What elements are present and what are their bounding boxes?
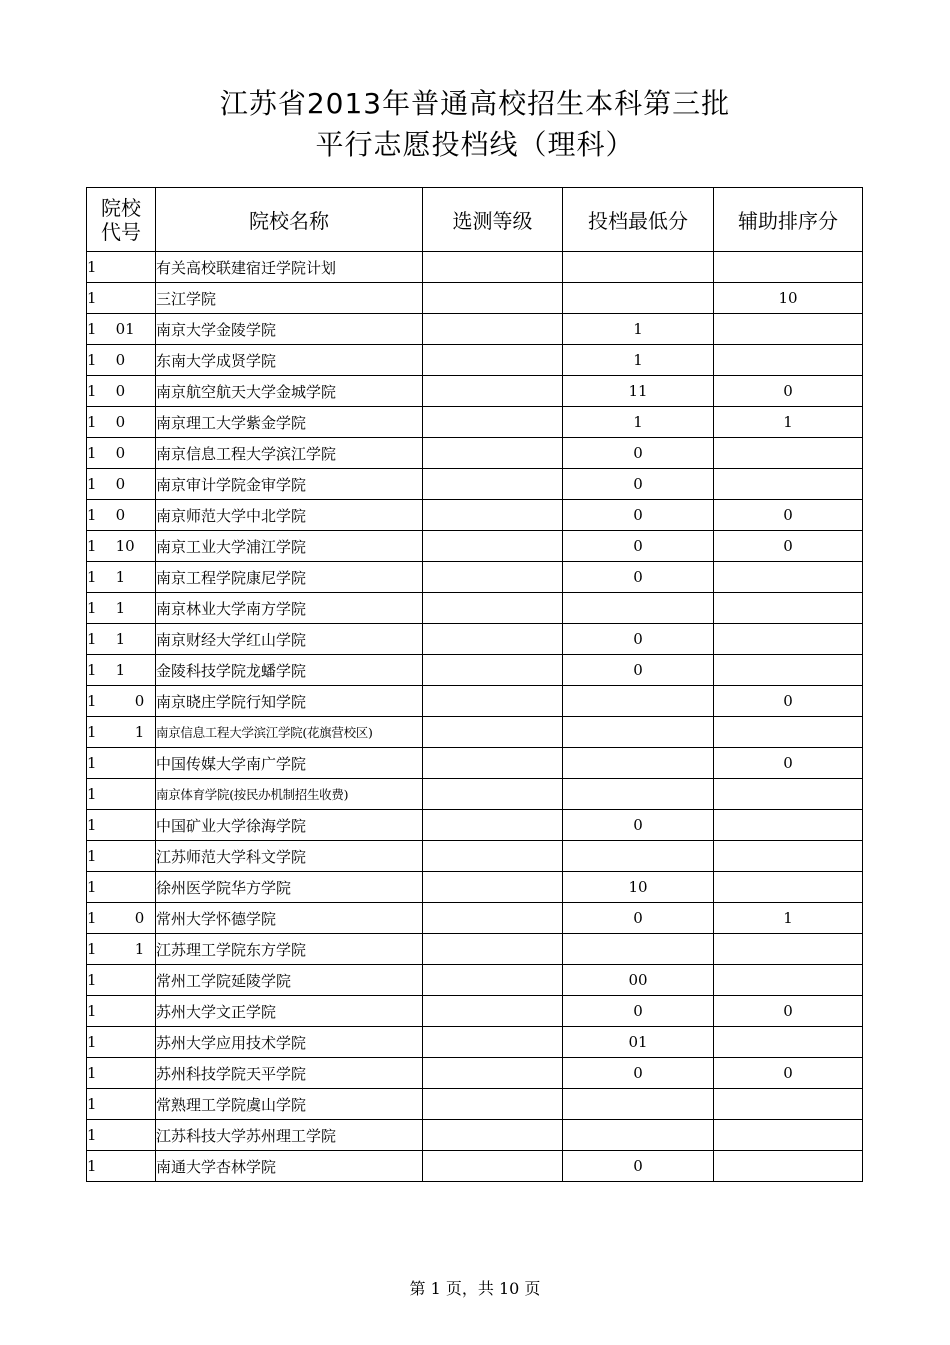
cell-test-level bbox=[423, 1120, 563, 1151]
cell-school-code: 1 bbox=[87, 779, 156, 810]
cell-test-level bbox=[423, 500, 563, 531]
cell-test-level bbox=[423, 655, 563, 686]
cell-school-name: 南京林业大学南方学院 bbox=[156, 593, 423, 624]
cell-aux-score bbox=[714, 841, 863, 872]
table-row bbox=[87, 1058, 863, 1089]
cell-school-code: 1 bbox=[87, 841, 156, 872]
cell-test-level bbox=[423, 438, 563, 469]
table-row bbox=[87, 1089, 863, 1120]
table-row bbox=[87, 903, 863, 934]
cell-test-level bbox=[423, 562, 563, 593]
cell-school-code: 1 0 bbox=[87, 500, 156, 531]
cell-school-code: 1 bbox=[87, 1120, 156, 1151]
table-row bbox=[87, 531, 863, 562]
cell-min-score: 0 bbox=[563, 655, 714, 686]
cell-min-score: 0 bbox=[563, 996, 714, 1027]
cell-school-name: 南京大学金陵学院 bbox=[156, 314, 423, 345]
cell-school-name: 南京师范大学中北学院 bbox=[156, 500, 423, 531]
cell-school-name: 南京财经大学红山学院 bbox=[156, 624, 423, 655]
table-row bbox=[87, 810, 863, 841]
cell-test-level bbox=[423, 531, 563, 562]
cell-min-score: 0 bbox=[563, 438, 714, 469]
cell-aux-score bbox=[714, 345, 863, 376]
cell-aux-score bbox=[714, 252, 863, 283]
cell-school-code: 1 0 bbox=[87, 903, 156, 934]
cell-aux-score bbox=[714, 872, 863, 903]
cell-test-level bbox=[423, 872, 563, 903]
header-aux-score: 辅助排序分 bbox=[714, 188, 863, 252]
cell-aux-score bbox=[714, 934, 863, 965]
cell-school-name: 苏州大学应用技术学院 bbox=[156, 1027, 423, 1058]
cell-min-score: 0 bbox=[563, 1058, 714, 1089]
cell-min-score: 1 bbox=[563, 345, 714, 376]
cell-school-code: 1 01 bbox=[87, 314, 156, 345]
cell-min-score: 0 bbox=[563, 469, 714, 500]
cell-aux-score bbox=[714, 314, 863, 345]
cell-school-code: 1 bbox=[87, 283, 156, 314]
cell-test-level bbox=[423, 903, 563, 934]
cell-aux-score: 1 bbox=[714, 407, 863, 438]
cell-test-level bbox=[423, 345, 563, 376]
cell-school-code: 1 bbox=[87, 1058, 156, 1089]
cell-school-code: 1 1 bbox=[87, 655, 156, 686]
cell-school-code: 1 1 bbox=[87, 934, 156, 965]
cell-school-name: 苏州科技学院天平学院 bbox=[156, 1058, 423, 1089]
table-row bbox=[87, 655, 863, 686]
header-school-name: 院校名称 bbox=[156, 188, 423, 252]
cell-school-code: 1 0 bbox=[87, 345, 156, 376]
cell-aux-score: 0 bbox=[714, 1058, 863, 1089]
cell-test-level bbox=[423, 841, 563, 872]
cell-school-code: 1 bbox=[87, 1089, 156, 1120]
cell-test-level bbox=[423, 283, 563, 314]
cell-school-code: 1 1 bbox=[87, 717, 156, 748]
cell-min-score: 0 bbox=[563, 531, 714, 562]
page-subtitle: 平行志愿投档线（理科） bbox=[315, 128, 635, 161]
cell-min-score bbox=[563, 593, 714, 624]
cell-school-name: 南通大学杏林学院 bbox=[156, 1151, 423, 1182]
cell-min-score: 01 bbox=[563, 1027, 714, 1058]
cell-min-score bbox=[563, 841, 714, 872]
table-row bbox=[87, 252, 863, 283]
cell-aux-score bbox=[714, 1120, 863, 1151]
cell-min-score bbox=[563, 1120, 714, 1151]
cell-school-code: 1 0 bbox=[87, 686, 156, 717]
cell-school-name: 金陵科技学院龙蟠学院 bbox=[156, 655, 423, 686]
table-row bbox=[87, 469, 863, 500]
cell-aux-score: 0 bbox=[714, 500, 863, 531]
cell-aux-score bbox=[714, 655, 863, 686]
table-row bbox=[87, 438, 863, 469]
cell-aux-score: 0 bbox=[714, 748, 863, 779]
cell-aux-score bbox=[714, 562, 863, 593]
cell-min-score: 0 bbox=[563, 562, 714, 593]
cell-school-name: 南京信息工程大学滨江学院 bbox=[156, 438, 423, 469]
cell-school-name: 江苏科技大学苏州理工学院 bbox=[156, 1120, 423, 1151]
cell-school-code: 1 0 bbox=[87, 469, 156, 500]
cell-school-name: 苏州大学文正学院 bbox=[156, 996, 423, 1027]
cell-aux-score: 0 bbox=[714, 686, 863, 717]
cell-school-code: 1 bbox=[87, 810, 156, 841]
cell-school-code: 1 bbox=[87, 748, 156, 779]
cell-school-name: 常州工学院延陵学院 bbox=[156, 965, 423, 996]
cell-min-score: 0 bbox=[563, 810, 714, 841]
cell-school-code: 1 1 bbox=[87, 593, 156, 624]
header-min-score: 投档最低分 bbox=[563, 188, 714, 252]
cell-test-level bbox=[423, 593, 563, 624]
cell-min-score: 0 bbox=[563, 903, 714, 934]
cell-test-level bbox=[423, 1089, 563, 1120]
cell-aux-score bbox=[714, 624, 863, 655]
cell-aux-score bbox=[714, 1027, 863, 1058]
table-row bbox=[87, 1120, 863, 1151]
table-row bbox=[87, 841, 863, 872]
header-school-code: 院校 代号 bbox=[87, 188, 156, 252]
cell-school-code: 1 bbox=[87, 252, 156, 283]
cell-test-level bbox=[423, 376, 563, 407]
table-header-row bbox=[87, 188, 863, 252]
cell-aux-score bbox=[714, 717, 863, 748]
cell-school-name: 南京理工大学紫金学院 bbox=[156, 407, 423, 438]
cell-school-name: 江苏理工学院东方学院 bbox=[156, 934, 423, 965]
cell-school-name: 南京审计学院金审学院 bbox=[156, 469, 423, 500]
cell-test-level bbox=[423, 810, 563, 841]
table-row bbox=[87, 345, 863, 376]
cell-school-name: 南京体育学院(按民办机制招生收费) bbox=[156, 779, 423, 810]
page-title: 江苏省2013年普通高校招生本科第三批 bbox=[219, 87, 731, 120]
table-row bbox=[87, 1027, 863, 1058]
cell-min-score: 1 bbox=[563, 314, 714, 345]
cell-min-score: 11 bbox=[563, 376, 714, 407]
table-row bbox=[87, 934, 863, 965]
cell-test-level bbox=[423, 252, 563, 283]
cell-min-score: 0 bbox=[563, 500, 714, 531]
cell-test-level bbox=[423, 748, 563, 779]
cell-min-score bbox=[563, 1089, 714, 1120]
cell-test-level bbox=[423, 779, 563, 810]
cell-min-score: 1 bbox=[563, 407, 714, 438]
cell-school-code: 1 bbox=[87, 996, 156, 1027]
table-row bbox=[87, 1151, 863, 1182]
table-row bbox=[87, 283, 863, 314]
cell-school-name: 三江学院 bbox=[156, 283, 423, 314]
table-row bbox=[87, 376, 863, 407]
table-row bbox=[87, 314, 863, 345]
cell-school-code: 1 1 bbox=[87, 562, 156, 593]
cell-test-level bbox=[423, 996, 563, 1027]
page-footer: 第 1 页，共 10 页 bbox=[409, 1279, 541, 1298]
cell-school-code: 1 bbox=[87, 872, 156, 903]
cell-min-score: 00 bbox=[563, 965, 714, 996]
cell-school-name: 常州大学怀德学院 bbox=[156, 903, 423, 934]
cell-test-level bbox=[423, 934, 563, 965]
cell-min-score: 0 bbox=[563, 624, 714, 655]
table-row bbox=[87, 748, 863, 779]
cell-aux-score: 1 bbox=[714, 903, 863, 934]
cell-aux-score: 10 bbox=[714, 283, 863, 314]
cell-aux-score bbox=[714, 810, 863, 841]
cell-aux-score: 0 bbox=[714, 376, 863, 407]
cell-test-level bbox=[423, 717, 563, 748]
table-row bbox=[87, 965, 863, 996]
admission-score-table bbox=[86, 187, 863, 1182]
cell-aux-score bbox=[714, 469, 863, 500]
table-row bbox=[87, 872, 863, 903]
cell-test-level bbox=[423, 314, 563, 345]
cell-school-name: 南京晓庄学院行知学院 bbox=[156, 686, 423, 717]
table-row bbox=[87, 996, 863, 1027]
cell-school-name: 南京航空航天大学金城学院 bbox=[156, 376, 423, 407]
cell-school-code: 1 bbox=[87, 1027, 156, 1058]
cell-min-score: 10 bbox=[563, 872, 714, 903]
table-row bbox=[87, 593, 863, 624]
cell-aux-score: 0 bbox=[714, 996, 863, 1027]
table-row bbox=[87, 624, 863, 655]
cell-aux-score bbox=[714, 779, 863, 810]
cell-aux-score bbox=[714, 593, 863, 624]
table-row bbox=[87, 562, 863, 593]
cell-aux-score bbox=[714, 965, 863, 996]
cell-aux-score bbox=[714, 438, 863, 469]
cell-min-score bbox=[563, 748, 714, 779]
cell-min-score bbox=[563, 252, 714, 283]
cell-test-level bbox=[423, 686, 563, 717]
table-row bbox=[87, 407, 863, 438]
cell-school-code: 1 1 bbox=[87, 624, 156, 655]
cell-min-score bbox=[563, 686, 714, 717]
cell-school-code: 1 0 bbox=[87, 438, 156, 469]
table-row bbox=[87, 779, 863, 810]
cell-min-score bbox=[563, 779, 714, 810]
table-row bbox=[87, 500, 863, 531]
cell-test-level bbox=[423, 469, 563, 500]
cell-school-name: 南京工程学院康尼学院 bbox=[156, 562, 423, 593]
cell-test-level bbox=[423, 407, 563, 438]
cell-school-name: 常熟理工学院虞山学院 bbox=[156, 1089, 423, 1120]
cell-school-code: 1 10 bbox=[87, 531, 156, 562]
cell-min-score bbox=[563, 717, 714, 748]
header-test-level: 选测等级 bbox=[423, 188, 563, 252]
table-row bbox=[87, 686, 863, 717]
cell-school-name: 中国传媒大学南广学院 bbox=[156, 748, 423, 779]
cell-school-name: 南京信息工程大学滨江学院(花旗营校区) bbox=[156, 717, 423, 748]
cell-school-code: 1 bbox=[87, 965, 156, 996]
cell-test-level bbox=[423, 624, 563, 655]
cell-school-code: 1 0 bbox=[87, 407, 156, 438]
cell-school-name: 徐州医学院华方学院 bbox=[156, 872, 423, 903]
cell-test-level bbox=[423, 1151, 563, 1182]
cell-min-score bbox=[563, 283, 714, 314]
cell-school-name: 中国矿业大学徐海学院 bbox=[156, 810, 423, 841]
cell-school-name: 有关高校联建宿迁学院计划 bbox=[156, 252, 423, 283]
cell-school-name: 南京工业大学浦江学院 bbox=[156, 531, 423, 562]
cell-test-level bbox=[423, 1058, 563, 1089]
cell-test-level bbox=[423, 1027, 563, 1058]
cell-aux-score bbox=[714, 1151, 863, 1182]
cell-aux-score bbox=[714, 1089, 863, 1120]
cell-school-name: 江苏师范大学科文学院 bbox=[156, 841, 423, 872]
cell-min-score: 0 bbox=[563, 1151, 714, 1182]
cell-school-code: 1 0 bbox=[87, 376, 156, 407]
cell-aux-score: 0 bbox=[714, 531, 863, 562]
cell-school-code: 1 bbox=[87, 1151, 156, 1182]
cell-min-score bbox=[563, 934, 714, 965]
cell-school-name: 东南大学成贤学院 bbox=[156, 345, 423, 376]
table-row bbox=[87, 717, 863, 748]
cell-test-level bbox=[423, 965, 563, 996]
